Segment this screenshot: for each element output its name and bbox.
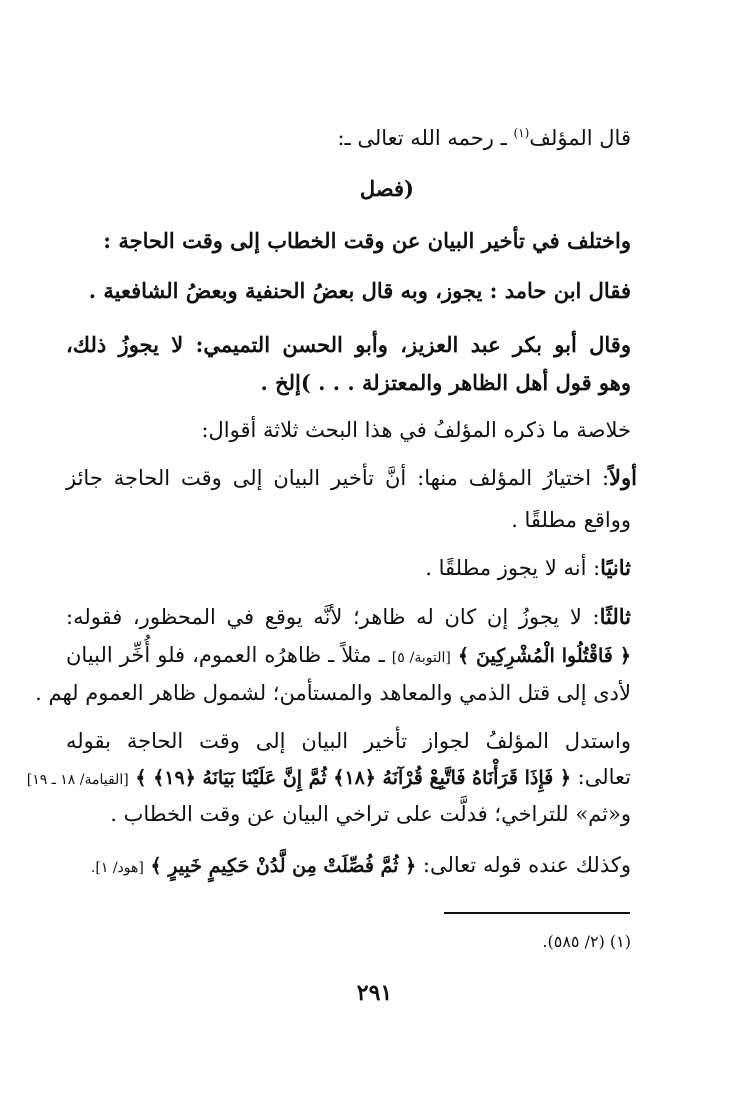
evidence-intro-2: وكذلك عنده قوله تعالى: (422, 853, 631, 877)
third-opinion-text: : لا يجوزُ إن كان له ظاهر؛ لأنَّه يوقع في المحظور، فقوله: (66, 605, 600, 629)
first-label: أولاً (609, 465, 637, 490)
third-label: ثالثًا (599, 604, 631, 629)
prayer-phrase: ـ رحمه الله تعالى ـ: (337, 126, 514, 150)
verse-reference: [هود/ ١]. (90, 860, 144, 876)
evidence-line-2 (26, 762, 631, 795)
quote-line-2: فقال ابن حامد : يجوز، وبه قال بعضُ الحنفية وبعضُ الشافعية . (88, 278, 631, 303)
second-opinion-text: : أنه لا يجوز مطلقًا . (425, 556, 601, 580)
verse-commentary: ـ مثلاً ـ ظاهرُه العموم، فلو أُخِّر البيان (66, 643, 385, 667)
summary-intro: خلاصة ما ذكره المؤلفُ في هذا البحث ثلاثة أقوال: (201, 418, 631, 442)
evidence-line-1: واستدل المؤلفُ لجواز تأخير البيان إلى وقت الحاجة بقوله (66, 729, 631, 753)
quote-line-1: واختلف في تأخير البيان عن وقت الخطاب إلى وقت الحاجة : (103, 228, 631, 253)
footnote: (١) (٢/ ٥٨٥). (542, 932, 631, 951)
quran-verse-line (66, 640, 631, 673)
section-heading: (فصل (359, 176, 414, 201)
verse-reference: [التوبة/ ٥] (391, 650, 451, 666)
evidence-line-4 (66, 850, 631, 883)
third-opinion (66, 602, 631, 632)
quote-line-4: وهو قول أهل الظاهر والمعتزلة . . . )إلخ . (260, 370, 631, 395)
first-opinion (66, 463, 637, 493)
first-opinion-cont: وواقع مطلقًا . (511, 508, 631, 532)
second-label: ثانيًا (600, 555, 631, 580)
footnote-separator (444, 912, 630, 914)
quran-verse: ﴿ ثُمَّ فُصِّلَتْ مِن لَّدُنْ حَكِيمٍ خَبِيرٍ ﴾ (150, 855, 417, 877)
quran-verse: ﴿ فَإِذَا قَرَأْنَاهُ فَاتَّبِعْ قُرْآنَهُ ﴿١٨﴾ ثُمَّ إِنَّ عَلَيْنَا بَيَانَهُ ﴿١٩﴾ ﴾ (135, 767, 571, 789)
second-opinion (66, 553, 631, 583)
quran-verse: ﴿ فَاقْتُلُوا الْمُشْرِكِينَ ﴾ (457, 645, 631, 667)
intro-line (66, 118, 631, 153)
evidence-line-3: و«ثم» للتراخي؛ فدلَّت على تراخي البيان عن وقت الخطاب . (110, 802, 631, 826)
third-opinion-cont: لأدى إلى قتل الذمي والمعاهد والمستأمن؛ لشمول ظاهر العموم لهم . (35, 681, 631, 705)
evidence-intro: تعالى: (577, 765, 631, 789)
footnote-marker[interactable]: (١) (513, 126, 530, 140)
author-said: قال المؤلف (529, 126, 631, 150)
quote-line-3: وقال أبو بكر عبد العزيز، وأبو الحسن التميمي: لا يجوزُ ذلك، (66, 332, 631, 357)
page-number: ٢٩١ (356, 980, 393, 1006)
verse-reference: [القيامة/ ١٨ ـ ١٩] (26, 772, 129, 788)
first-opinion-text: : اختيارُ المؤلف منها: أنَّ تأخير البيان إلى وقت الحاجة جائز (66, 466, 610, 490)
